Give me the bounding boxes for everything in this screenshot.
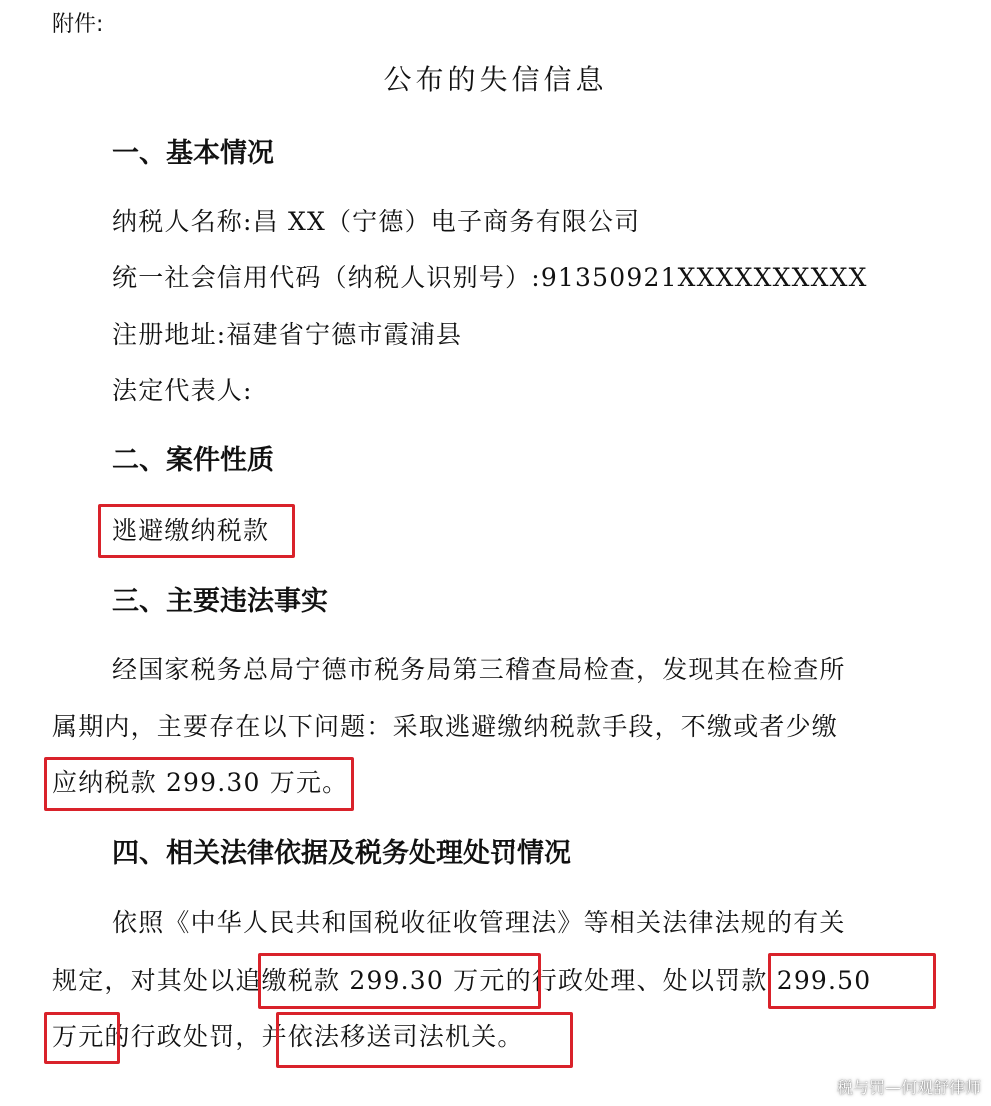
legal-representative: 法定代表人: — [112, 376, 253, 405]
highlight-box-recovered-tax — [258, 953, 541, 1009]
highlight-box-fine — [768, 953, 936, 1009]
highlight-box-case-nature — [98, 504, 295, 558]
penalty-line-3: 万元的行政处罚，并依法移送司法机关。 — [52, 1022, 524, 1051]
document-title: 公布的失信信息 — [383, 63, 608, 96]
penalty-line-2: 规定，对其处以追缴税款 299.30 万元的行政处理、处以罚款 299.50 — [52, 966, 872, 995]
highlight-box-tax-amount — [44, 757, 354, 811]
highlight-box-judicial-transfer — [276, 1012, 573, 1068]
taxpayer-name: 纳税人名称:昌 XX（宁德）电子商务有限公司 — [112, 207, 641, 236]
penalty-line-1: 依照《中华人民共和国税收征收管理法》等相关法律法规的有关 — [112, 908, 846, 937]
registered-address: 注册地址:福建省宁德市霞浦县 — [112, 320, 463, 349]
highlight-box-fine-unit — [44, 1012, 120, 1064]
facts-line-1: 经国家税务总局宁德市税务局第三稽查局检查，发现其在检查所 — [112, 655, 846, 684]
section-2-heading: 二、案件性质 — [112, 445, 274, 476]
case-nature: 逃避缴纳税款 — [112, 516, 270, 545]
credit-code: 统一社会信用代码（纳税人识别号）:91350921XXXXXXXXXX — [112, 263, 868, 292]
facts-line-2: 属期内，主要存在以下问题：采取逃避缴纳税款手段，不缴或者少缴 — [52, 712, 839, 741]
facts-line-3: 应纳税款 299.30 万元。 — [52, 768, 349, 797]
section-4-heading: 四、相关法律依据及税务处理处罚情况 — [112, 838, 571, 869]
section-3-heading: 三、主要违法事实 — [112, 586, 328, 617]
annex-label: 附件: — [52, 12, 104, 37]
watermark: 税与罚—何观舒律师 — [836, 1078, 981, 1097]
section-1-heading: 一、基本情况 — [112, 138, 274, 169]
